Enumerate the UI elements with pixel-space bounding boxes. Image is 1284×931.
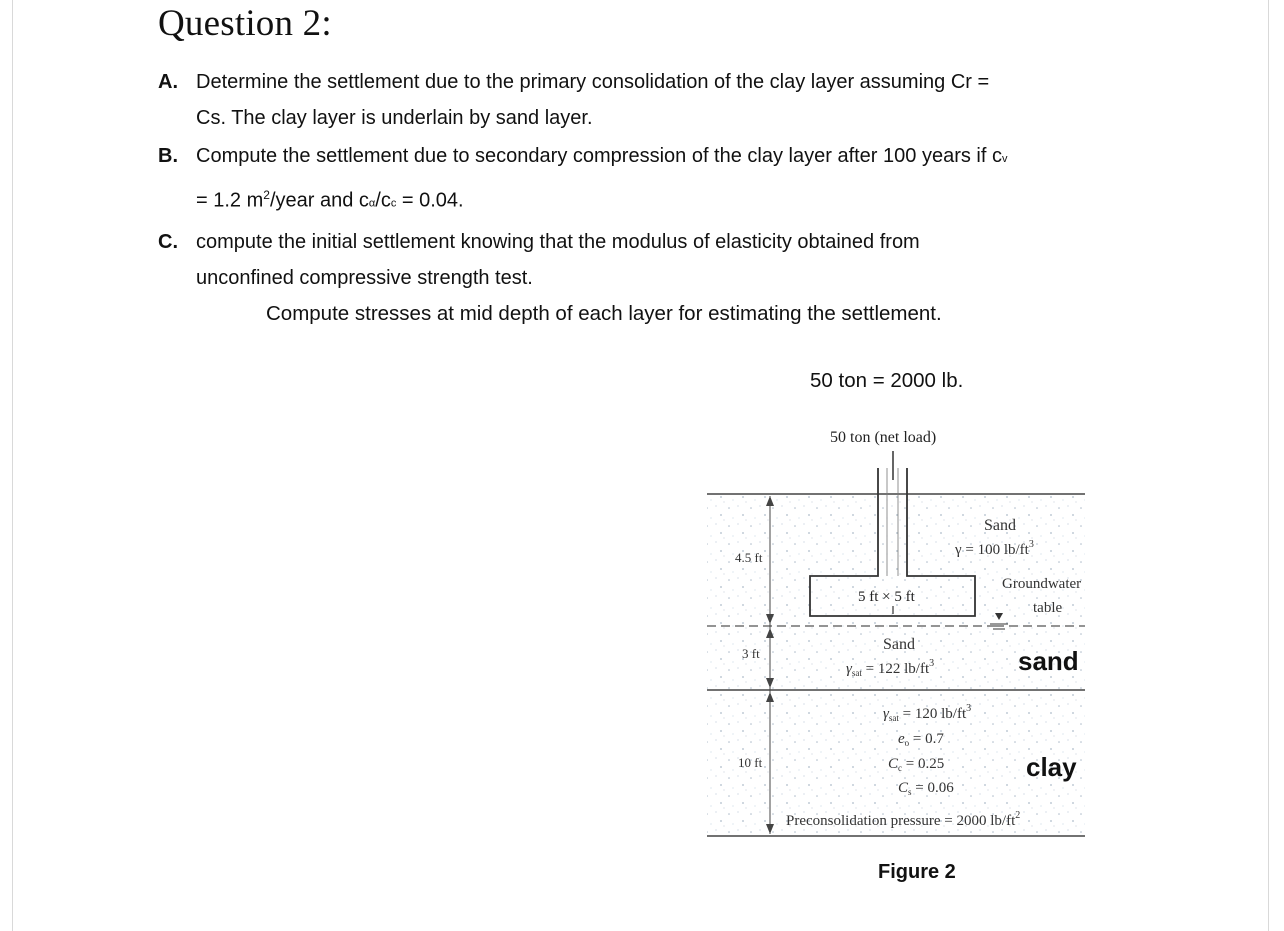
question-letter: B.	[158, 145, 178, 167]
question-letter: C.	[158, 230, 178, 253]
subscript: v	[1001, 153, 1008, 165]
text-run: = 0.25	[902, 756, 945, 772]
subscript: c	[390, 197, 397, 210]
preconsolidation-pressure	[786, 810, 1020, 829]
groundwater-label-line1: Groundwater	[1002, 576, 1082, 592]
subscript: α	[368, 197, 376, 210]
figure-caption: Figure 2	[878, 861, 956, 883]
question-title: Question 2:	[158, 3, 332, 44]
text-run: γ = 100 lb/ft	[955, 542, 1029, 558]
sand-mid-name: Sand	[883, 636, 915, 653]
text-run: = 122 lb/ft	[861, 661, 930, 677]
text-run: = 0.7	[909, 731, 944, 747]
text-run: = 0.04.	[396, 189, 464, 212]
superscript: 3	[929, 658, 935, 669]
load-equation: 50 ton = 2000 lb.	[810, 369, 964, 392]
text-run: Preconsolidation pressure = 2000 lb/ft	[786, 813, 1016, 829]
dim-label-top: 4.5 ft	[735, 550, 763, 565]
question-text-line: Determine the settlement due to the primary consolidation of the clay layer assuming Cr =	[196, 71, 990, 93]
text-run: /c	[375, 189, 391, 212]
superscript: 3	[1028, 539, 1034, 550]
clay-cc	[888, 756, 944, 773]
groundwater-label-line2: table	[1033, 600, 1063, 616]
question-text-line: Cs. The clay layer is underlain by sand layer.	[196, 107, 593, 129]
text-run: Compute the settlement due to secondary compression of the clay layer after 100 years if c	[196, 145, 1002, 167]
sand-handwritten-label: sand	[1018, 646, 1079, 676]
clay-cs	[898, 780, 954, 797]
subscript: o	[904, 738, 910, 748]
sand-top-name: Sand	[984, 517, 1016, 534]
superscript: 3	[966, 703, 972, 714]
load-label: 50 ton (net load)	[830, 429, 937, 446]
footing-size-label: 5 ft × 5 ft	[858, 589, 915, 605]
dim-label-bottom: 10 ft	[738, 755, 763, 770]
subscript: c	[898, 763, 903, 773]
superscript: 2	[263, 188, 270, 202]
question-text-line: unconfined compressive strength test.	[196, 266, 533, 289]
text-run: = 0.06	[911, 780, 954, 796]
question-letter: A.	[158, 71, 178, 93]
subscript: sat	[888, 713, 899, 723]
subscript: sat	[851, 668, 862, 678]
subscript: s	[908, 787, 912, 797]
sand-top-unit-weight	[954, 539, 1034, 558]
text-run: γ	[846, 661, 852, 677]
text-run: C	[888, 756, 899, 772]
clay-handwritten-label: clay	[1026, 752, 1077, 782]
text-run: = 120 lb/ft	[898, 706, 967, 722]
text-run: C	[898, 780, 909, 796]
question-text-line: compute the initial settlement knowing that the modulus of elasticity obtained from	[196, 230, 920, 253]
instruction-text: Compute stresses at mid depth of each layer for estimating the settlement.	[266, 302, 942, 325]
dim-label-mid: 3 ft	[742, 646, 760, 661]
text-run: = 1.2 m	[196, 189, 264, 212]
text-run: γ	[883, 706, 889, 722]
text-run: /year and c	[269, 189, 369, 212]
text-run: e	[898, 731, 905, 747]
superscript: 2	[1015, 810, 1021, 821]
